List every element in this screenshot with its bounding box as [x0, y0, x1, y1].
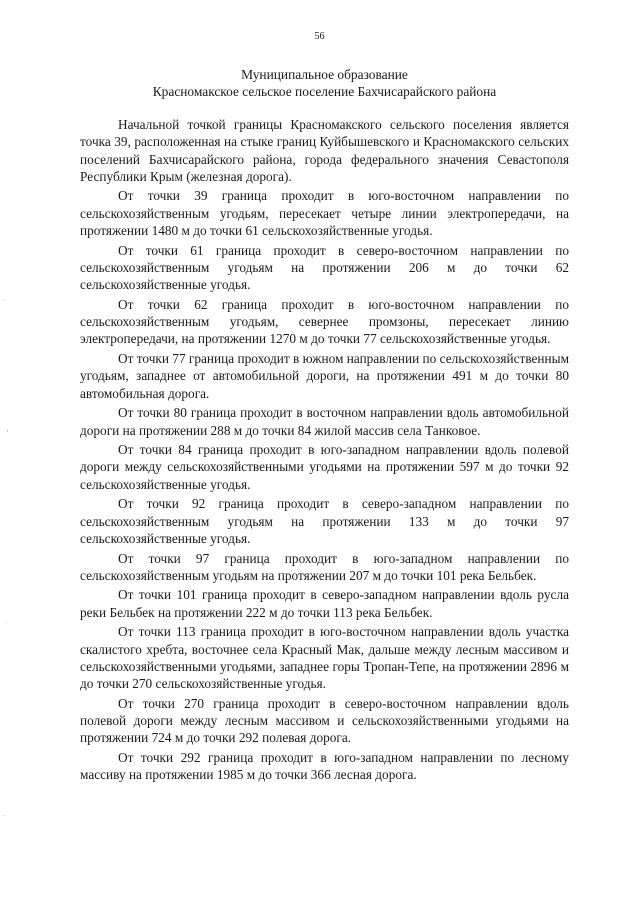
paragraph: Начальной точкой границы Красномакского сельского поселения является точка 39, расположенная на стыке границ Куйбышевского и Красномакского сельских поселений Бахчисарайского района, города федерального значения Севастополя Республики Крым (железная дорога).	[80, 117, 569, 184]
paragraph: От точки 113 граница проходит в юго-восточном направлении вдоль участка скалистого хребта, восточнее села Красный Мак, дальше между лесным массивом и сельскохозяйственными угодьями, западнее горы Тропан-Тепе, на протяжении 2896 м до точки 270 сельскохозяйственные угодья.	[80, 624, 569, 692]
scan-artifact	[5, 622, 6, 623]
heading-line-municipality: Муниципальное образование	[241, 67, 408, 82]
boundary-description	[80, 116, 569, 786]
paragraph: От точки 292 граница проходит в юго-западном направлении по лесному массиву на протяжении 1985 м до точки 366 лесная дорога.	[80, 749, 569, 783]
paragraph: От точки 84 граница проходит в юго-западном направлении вдоль полевой дороги между сельскохозяйственными угодьями на протяжении 597 м до точки 92 сельскохозяйственные угодья.	[80, 442, 569, 492]
scan-artifact	[3, 300, 4, 301]
paragraph: От точки 101 граница проходит в северо-западном направлении вдоль русла реки Бельбек на протяжении 222 м до точки 113 река Бельбек.	[80, 587, 569, 620]
paragraph: От точки 92 граница проходит в северо-западном направлении по сельскохозяйственным угодьям на протяжении 133 м до точки 97 сельскохозяйственные угодья.	[80, 496, 569, 546]
page-number: 56	[314, 31, 325, 42]
paragraph: От точки 77 граница проходит в южном направлении по сельскохозяйственным угодьям, западнее от автомобильной дороги, на протяжении 491 м до точки 80 автомобильная дорога.	[80, 351, 569, 401]
paragraph: От точки 39 граница проходит в юго-восточном направлении по сельскохозяйственным угодьям, пересекает четыре линии электропередачи, на протяжении 1480 м до точки 61 сельскохозяйственные угодья.	[80, 188, 569, 239]
paragraph: От точки 61 граница проходит в северо-восточном направлении по сельскохозяйственным угодьям на протяжении 206 м до точки 62 сельскохозяйственные угодья.	[80, 242, 569, 293]
paragraph: От точки 270 граница проходит в северо-восточном направлении вдоль полевой дороги между лесным массивом и сельскохозяйственными угодьями на протяжении 724 м до точки 292 полевая дорога.	[80, 695, 569, 746]
document-heading	[80, 66, 569, 100]
scan-artifact	[4, 815, 5, 816]
heading-line-settlement: Красномакское сельское поселение Бахчисарайского района	[152, 84, 497, 99]
paragraph: От точки 80 граница проходит в восточном направлении вдоль автомобильной дороги на протяжении 288 м до точки 84 жилой массив села Танковое.	[80, 405, 569, 438]
paragraph: От точки 62 граница проходит в юго-восточном направлении по сельскохозяйственным угодьям, севернее промзоны, пересекает линию электропередачи, на протяжении 1270 м до точки 77 сельскохозяйственные угодья.	[80, 296, 569, 347]
paragraph: От точки 97 граница проходит в юго-западном направлении по сельскохозяйственным угодьям на протяжении 207 м до точки 101 река Бельбек.	[80, 550, 569, 583]
scan-artifact	[7, 430, 8, 432]
